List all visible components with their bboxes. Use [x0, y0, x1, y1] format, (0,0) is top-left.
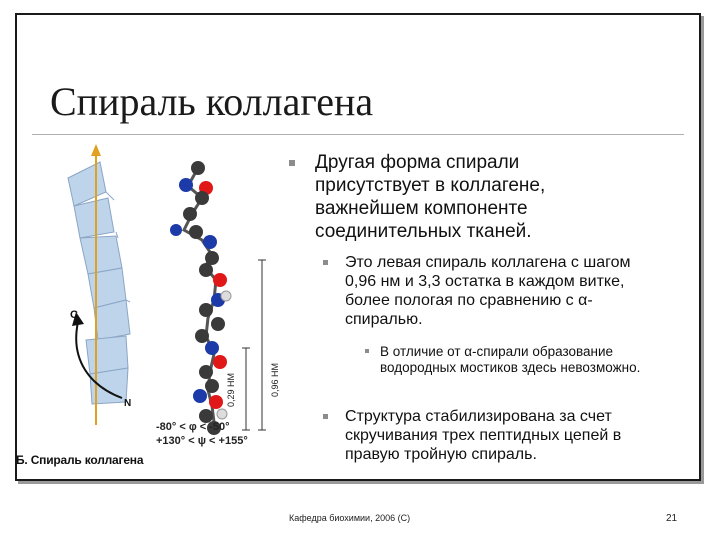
bullet-marker-l1: [289, 160, 295, 166]
dimension-label-small: 0,29 HM: [226, 372, 236, 408]
bullet-marker-l2b: [323, 414, 328, 419]
bullet-marker-l2: [323, 260, 328, 265]
title-divider: [32, 134, 684, 135]
bullet-level2-stabilization: Структура стабилизирована за счет скручивания трех пептидных цепей в правую тройную спираль.: [345, 408, 622, 463]
slide-title: Спираль коллагена: [50, 79, 374, 124]
ribbon-helix: [68, 162, 130, 404]
slide-footer: Кафедра биохимии, 2006 (С): [289, 513, 411, 523]
label-c-terminus: C: [70, 309, 78, 321]
dimension-markers: [242, 260, 266, 430]
frame-shadow-right: [701, 16, 704, 484]
bullet-level3-hbonds: В отличие от α-спирали образование водородных мостиков здесь невозможно.: [380, 344, 641, 375]
label-n-terminus: N: [124, 398, 132, 409]
axis-arrowhead: [91, 144, 101, 156]
angle-phi-range: -80° < φ < -50°: [156, 421, 230, 433]
figure-caption: Б. Спираль коллагена: [16, 453, 144, 467]
frame-shadow-bottom: [18, 481, 704, 484]
atoms: [170, 161, 231, 435]
bullet-level1: Другая форма спирали присутствует в коллагене, важнейшем компоненте соединительных тканей.: [315, 152, 546, 242]
page-number: 21: [666, 513, 678, 524]
angle-psi-range: +130° < ψ < +155°: [156, 435, 248, 447]
bullet-level2-helix: Это левая спираль коллагена с шагом 0,96 нм и 3,3 остатка в каждом витке, более пологая по сравнению с α-спиралью.: [345, 254, 631, 328]
dimension-label-large: 0,96 HM: [270, 362, 280, 398]
bullet-marker-l3: [365, 349, 369, 353]
